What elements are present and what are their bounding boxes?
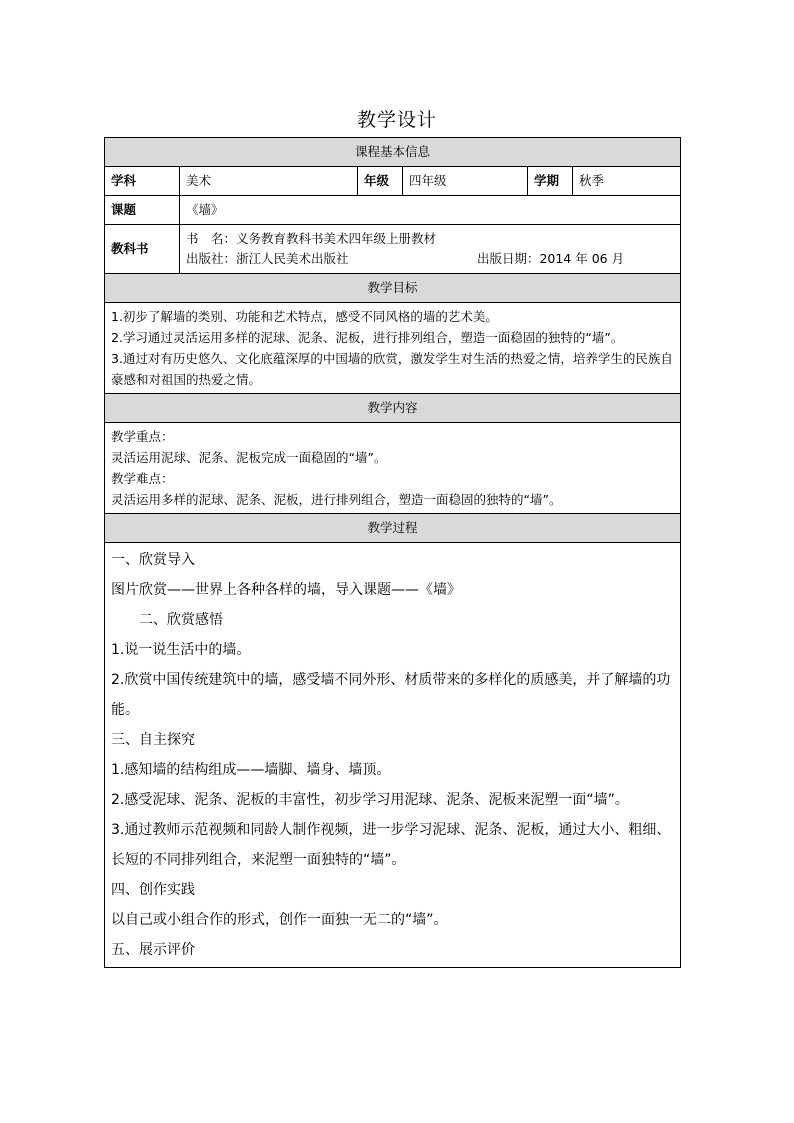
term-value: 秋季	[573, 167, 681, 196]
difficulty-text: 灵活运用多样的泥球、泥条、泥板，进行排列组合，塑造一面稳固的独特的“墙”。	[111, 492, 562, 507]
goal-item: 3.通过对有历史悠久、文化底蕴深厚的中国墙的欣赏，激发学生对生活的热爱之情，培养学生的民族自豪感和对祖国的热爱之情。	[111, 351, 673, 387]
textbook-publisher-line	[186, 249, 674, 269]
content-header: 教学内容	[105, 394, 681, 423]
textbook-row	[105, 225, 681, 274]
textbook-name: 书 名：义务教育教科书美术四年级上册教材	[186, 231, 437, 246]
lesson-plan-table	[104, 137, 681, 968]
textbook-label: 教科书	[105, 225, 180, 274]
subject-label: 学科	[105, 167, 180, 196]
process-line: 以自己或小组合作的形式，创作一面独一无二的“墙”。	[111, 912, 448, 928]
textbook-publisher: 出版社：浙江人民美术出版社	[186, 251, 349, 266]
process-header: 教学过程	[105, 514, 681, 543]
basic-info-header-row	[105, 138, 681, 167]
content-cell	[105, 423, 681, 514]
grade-value: 四年级	[403, 167, 528, 196]
process-line: 1.感知墙的结构组成——墙脚、墙身、墙顶。	[111, 762, 391, 778]
goals-header: 教学目标	[105, 274, 681, 303]
topic-label: 课题	[105, 196, 180, 225]
process-line: 2.欣赏中国传统建筑中的墙，感受墙不同外形、材质带来的多样化的质感美，并了解墙的功能。	[111, 672, 671, 718]
key-point-text: 灵活运用泥球、泥条、泥板完成一面稳固的“墙”。	[111, 450, 387, 465]
content-header-row	[105, 394, 681, 423]
goals-header-row	[105, 274, 681, 303]
subject-value: 美术	[180, 167, 358, 196]
goals-cell	[105, 303, 681, 394]
content-row	[105, 423, 681, 514]
process-line: 一、欣赏导入	[111, 552, 195, 568]
process-line: 四、创作实践	[111, 882, 195, 898]
process-row	[105, 543, 681, 968]
document-title: 教学设计	[356, 109, 437, 131]
textbook-info	[180, 225, 681, 274]
process-line: 图片欣赏——世界上各种各样的墙，导入课题——《墙》	[111, 582, 461, 598]
process-line: 二、欣赏感悟	[139, 612, 223, 628]
difficulty-label: 教学难点：	[111, 471, 174, 486]
topic-row	[105, 196, 681, 225]
process-cell	[105, 543, 681, 968]
process-line: 五、展示评价	[111, 942, 195, 958]
grade-label: 年级	[358, 167, 403, 196]
goals-row	[105, 303, 681, 394]
process-line: 三、自主探究	[111, 732, 195, 748]
process-header-row	[105, 514, 681, 543]
goal-item: 2.学习通过灵活运用多样的泥球、泥条、泥板，进行排列组合，塑造一面稳固的独特的“墙”。	[111, 330, 624, 345]
term-label: 学期	[528, 167, 573, 196]
process-line: 1.说一说生活中的墙。	[111, 642, 251, 658]
basic-info-header: 课程基本信息	[105, 138, 681, 167]
goal-item: 1.初步了解墙的类别、功能和艺术特点，感受不同风格的墙的艺术美。	[111, 309, 498, 324]
subject-row	[105, 167, 681, 196]
textbook-name-line	[186, 229, 674, 249]
process-line: 2.感受泥球、泥条、泥板的丰富性，初步学习用泥球、泥条、泥板来泥塑一面“墙”。	[111, 792, 629, 808]
topic-value: 《墙》	[180, 196, 681, 225]
process-line: 3.通过教师示范视频和同龄人制作视频，进一步学习泥球、泥条、泥板，通过大小、粗细、长短的不同排列组合，来泥塑一面独特的“墙”。	[111, 822, 671, 868]
textbook-pub-date: 出版日期：2014 年 06 月	[476, 251, 625, 266]
key-point-label: 教学重点：	[111, 429, 174, 444]
